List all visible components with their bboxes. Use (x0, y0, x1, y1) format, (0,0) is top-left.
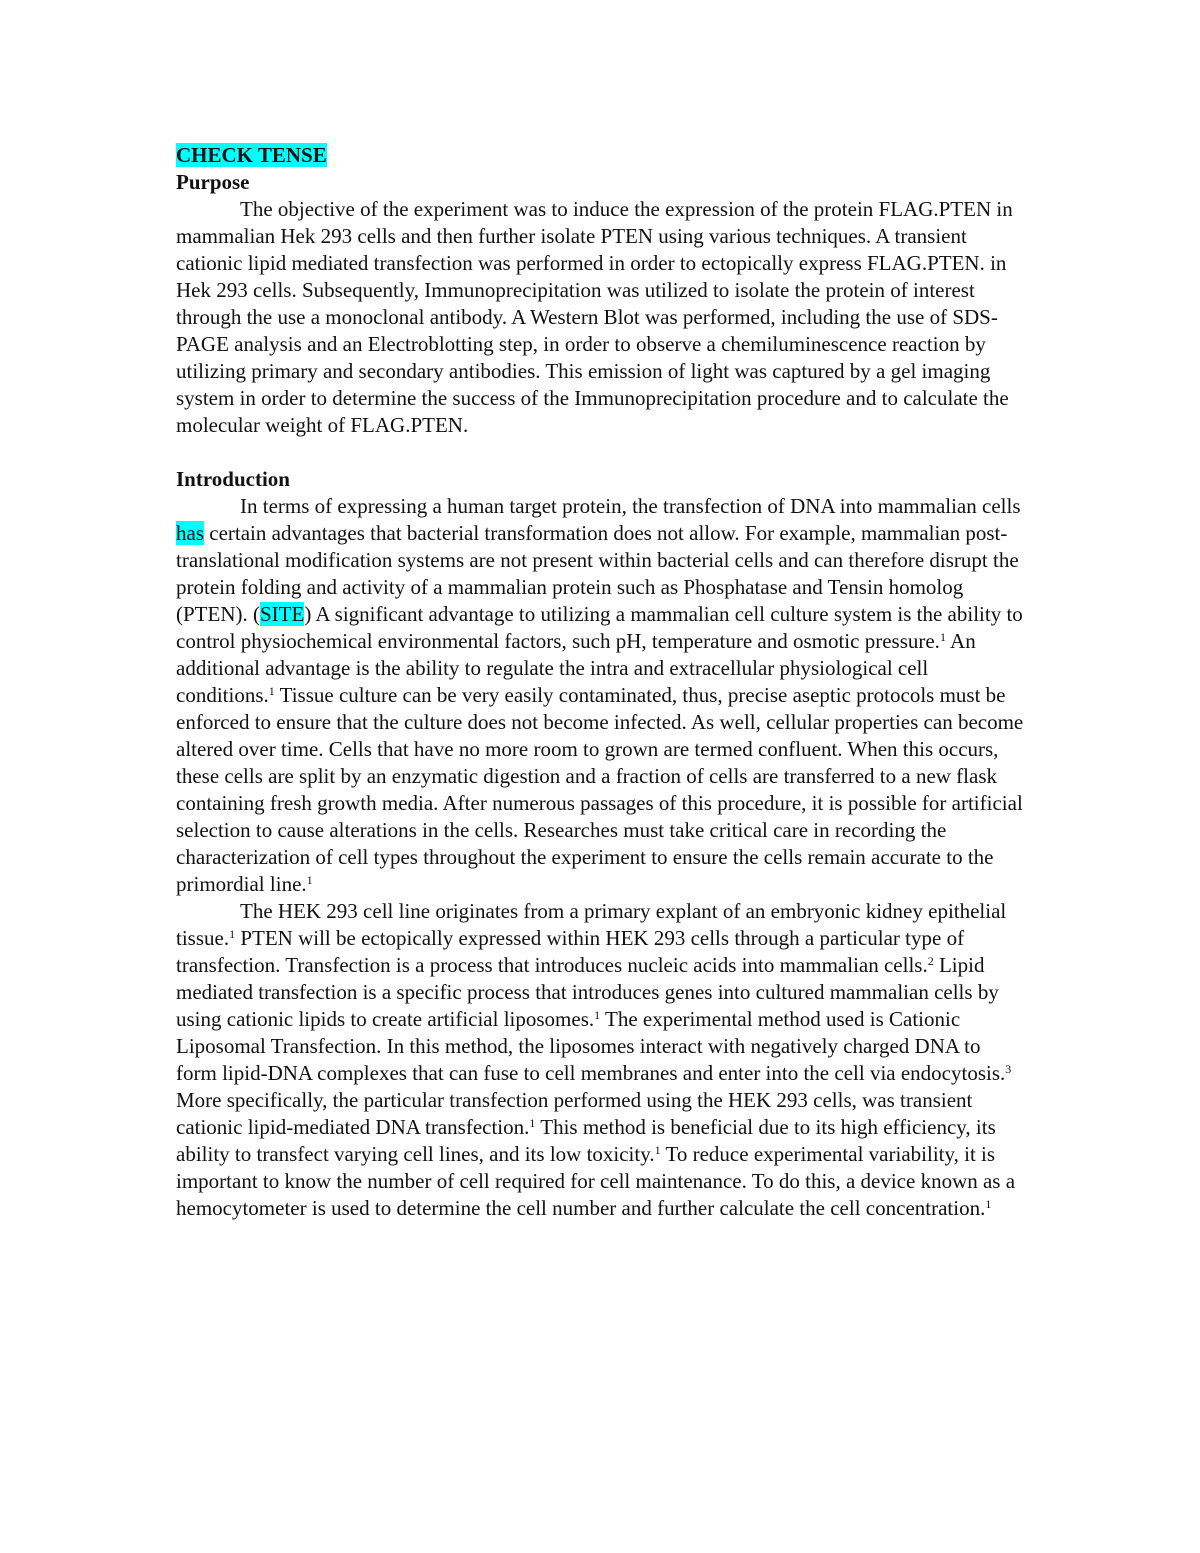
check-tense-note (176, 142, 1026, 169)
citation-ref: 1 (939, 630, 946, 644)
text-run: An additional advantage is the ability to regulate the intra and extracellular physiological cell conditions. (176, 629, 976, 707)
text-run: Tissue culture can be very easily contaminated, thus, precise aseptic protocols must be enforced to ensure that the culture does not become infected. As well, cellular properties can become altered over time. Cells that have no more room to grown are termed confluent. When this occurs, these cells are split by an enzymatic digestion and a fraction of cells are transferred to a new flask containing fresh growth media. After numerous passages of this procedure, it is possible for artificial selection to cause alterations in the cells. Researches must take critical care in recording the characterization of cell types throughout the experiment to ensure the cells remain accurate to the primordial line. (176, 683, 1024, 896)
citation-ref: 1 (229, 927, 236, 941)
text-run: This method is beneficial due to its high efficiency, its ability to transfect varying cell lines, and its low toxicity. (176, 1115, 996, 1166)
citation-ref: 1 (529, 1116, 536, 1130)
text-run: To reduce experimental variability, it is important to know the number of cell required for cell maintenance. To do this, a device known as a hemocytometer is used to determine the cell number and further calculate the cell concentration. (176, 1142, 1016, 1220)
text-run: The HEK 293 cell line originates from a primary explant of an embryonic kidney epithelial tissue. (176, 899, 1007, 950)
document-page (176, 142, 1026, 1222)
citation-ref: 2 (927, 954, 934, 968)
purpose-heading: Purpose (176, 170, 250, 194)
citation-ref: 1 (306, 873, 313, 887)
highlight-site: SITE (259, 602, 305, 626)
purpose-paragraph: The objective of the experiment was to induce the expression of the protein FLAG.PTEN in mammalian Hek 293 cells and then further isolate PTEN using various techniques. A transient cationic lipid mediated transfection was performed in order to ectopically express FLAG.PTEN. in Hek 293 cells. Subsequently, Immunoprecipitation was utilized to isolate the protein of interest through the use a monoclonal antibody. A Western Blot was performed, including the use of SDS-PAGE analysis and an Electroblotting step, in order to observe a chemiluminescence reaction by utilizing primary and secondary antibodies. This emission of light was captured by a gel imaging system in order to determine the success of the Immunoprecipitation procedure and to calculate the molecular weight of FLAG.PTEN. (176, 197, 1013, 437)
introduction-paragraph-1 (176, 493, 1026, 898)
text-run: More specifically, the particular transfection performed using the HEK 293 cells, was transient cationic lipid-mediated DNA transfection. (176, 1088, 973, 1139)
citation-ref: 1 (654, 1143, 661, 1157)
text-run: ) A significant advantage to utilizing a mammalian cell culture system is the ability to control physiochemical environmental factors, such pH, temperature and osmotic pressure. (176, 602, 1023, 653)
citation-ref: 3 (1005, 1062, 1012, 1076)
citation-ref: 1 (268, 684, 275, 698)
citation-ref: 1 (985, 1197, 992, 1211)
introduction-heading: Introduction (176, 467, 290, 491)
check-tense-highlight: CHECK TENSE (176, 143, 327, 167)
highlight-has: has (176, 521, 204, 545)
introduction-paragraph-2 (176, 898, 1026, 1222)
text-run: PTEN will be ectopically expressed within HEK 293 cells through a particular type of transfection. Transfection is a process that introduces nucleic acids into mammalian cells. (176, 926, 965, 977)
citation-ref: 1 (594, 1008, 601, 1022)
text-run: certain advantages that bacterial transformation does not allow. For example, mammalian post-translational modification systems are not present within bacterial cells and can therefore disrupt the protein folding and activity of a mammalian protein such as Phosphatase and Tensin homolog (PTEN). ( (176, 521, 1019, 626)
text-run: In terms of expressing a human target protein, the transfection of DNA into mammalian cells (240, 494, 1021, 518)
text-run: Lipid mediated transfection is a specific process that introduces genes into cultured mammalian cells by using cationic lipids to create artificial liposomes. (176, 953, 999, 1031)
text-run: The experimental method used is Cationic Liposomal Transfection. In this method, the liposomes interact with negatively charged DNA to form lipid-DNA complexes that can fuse to cell membranes and enter into the cell via endocytosis. (176, 1007, 1006, 1085)
section-spacer (176, 439, 1026, 466)
